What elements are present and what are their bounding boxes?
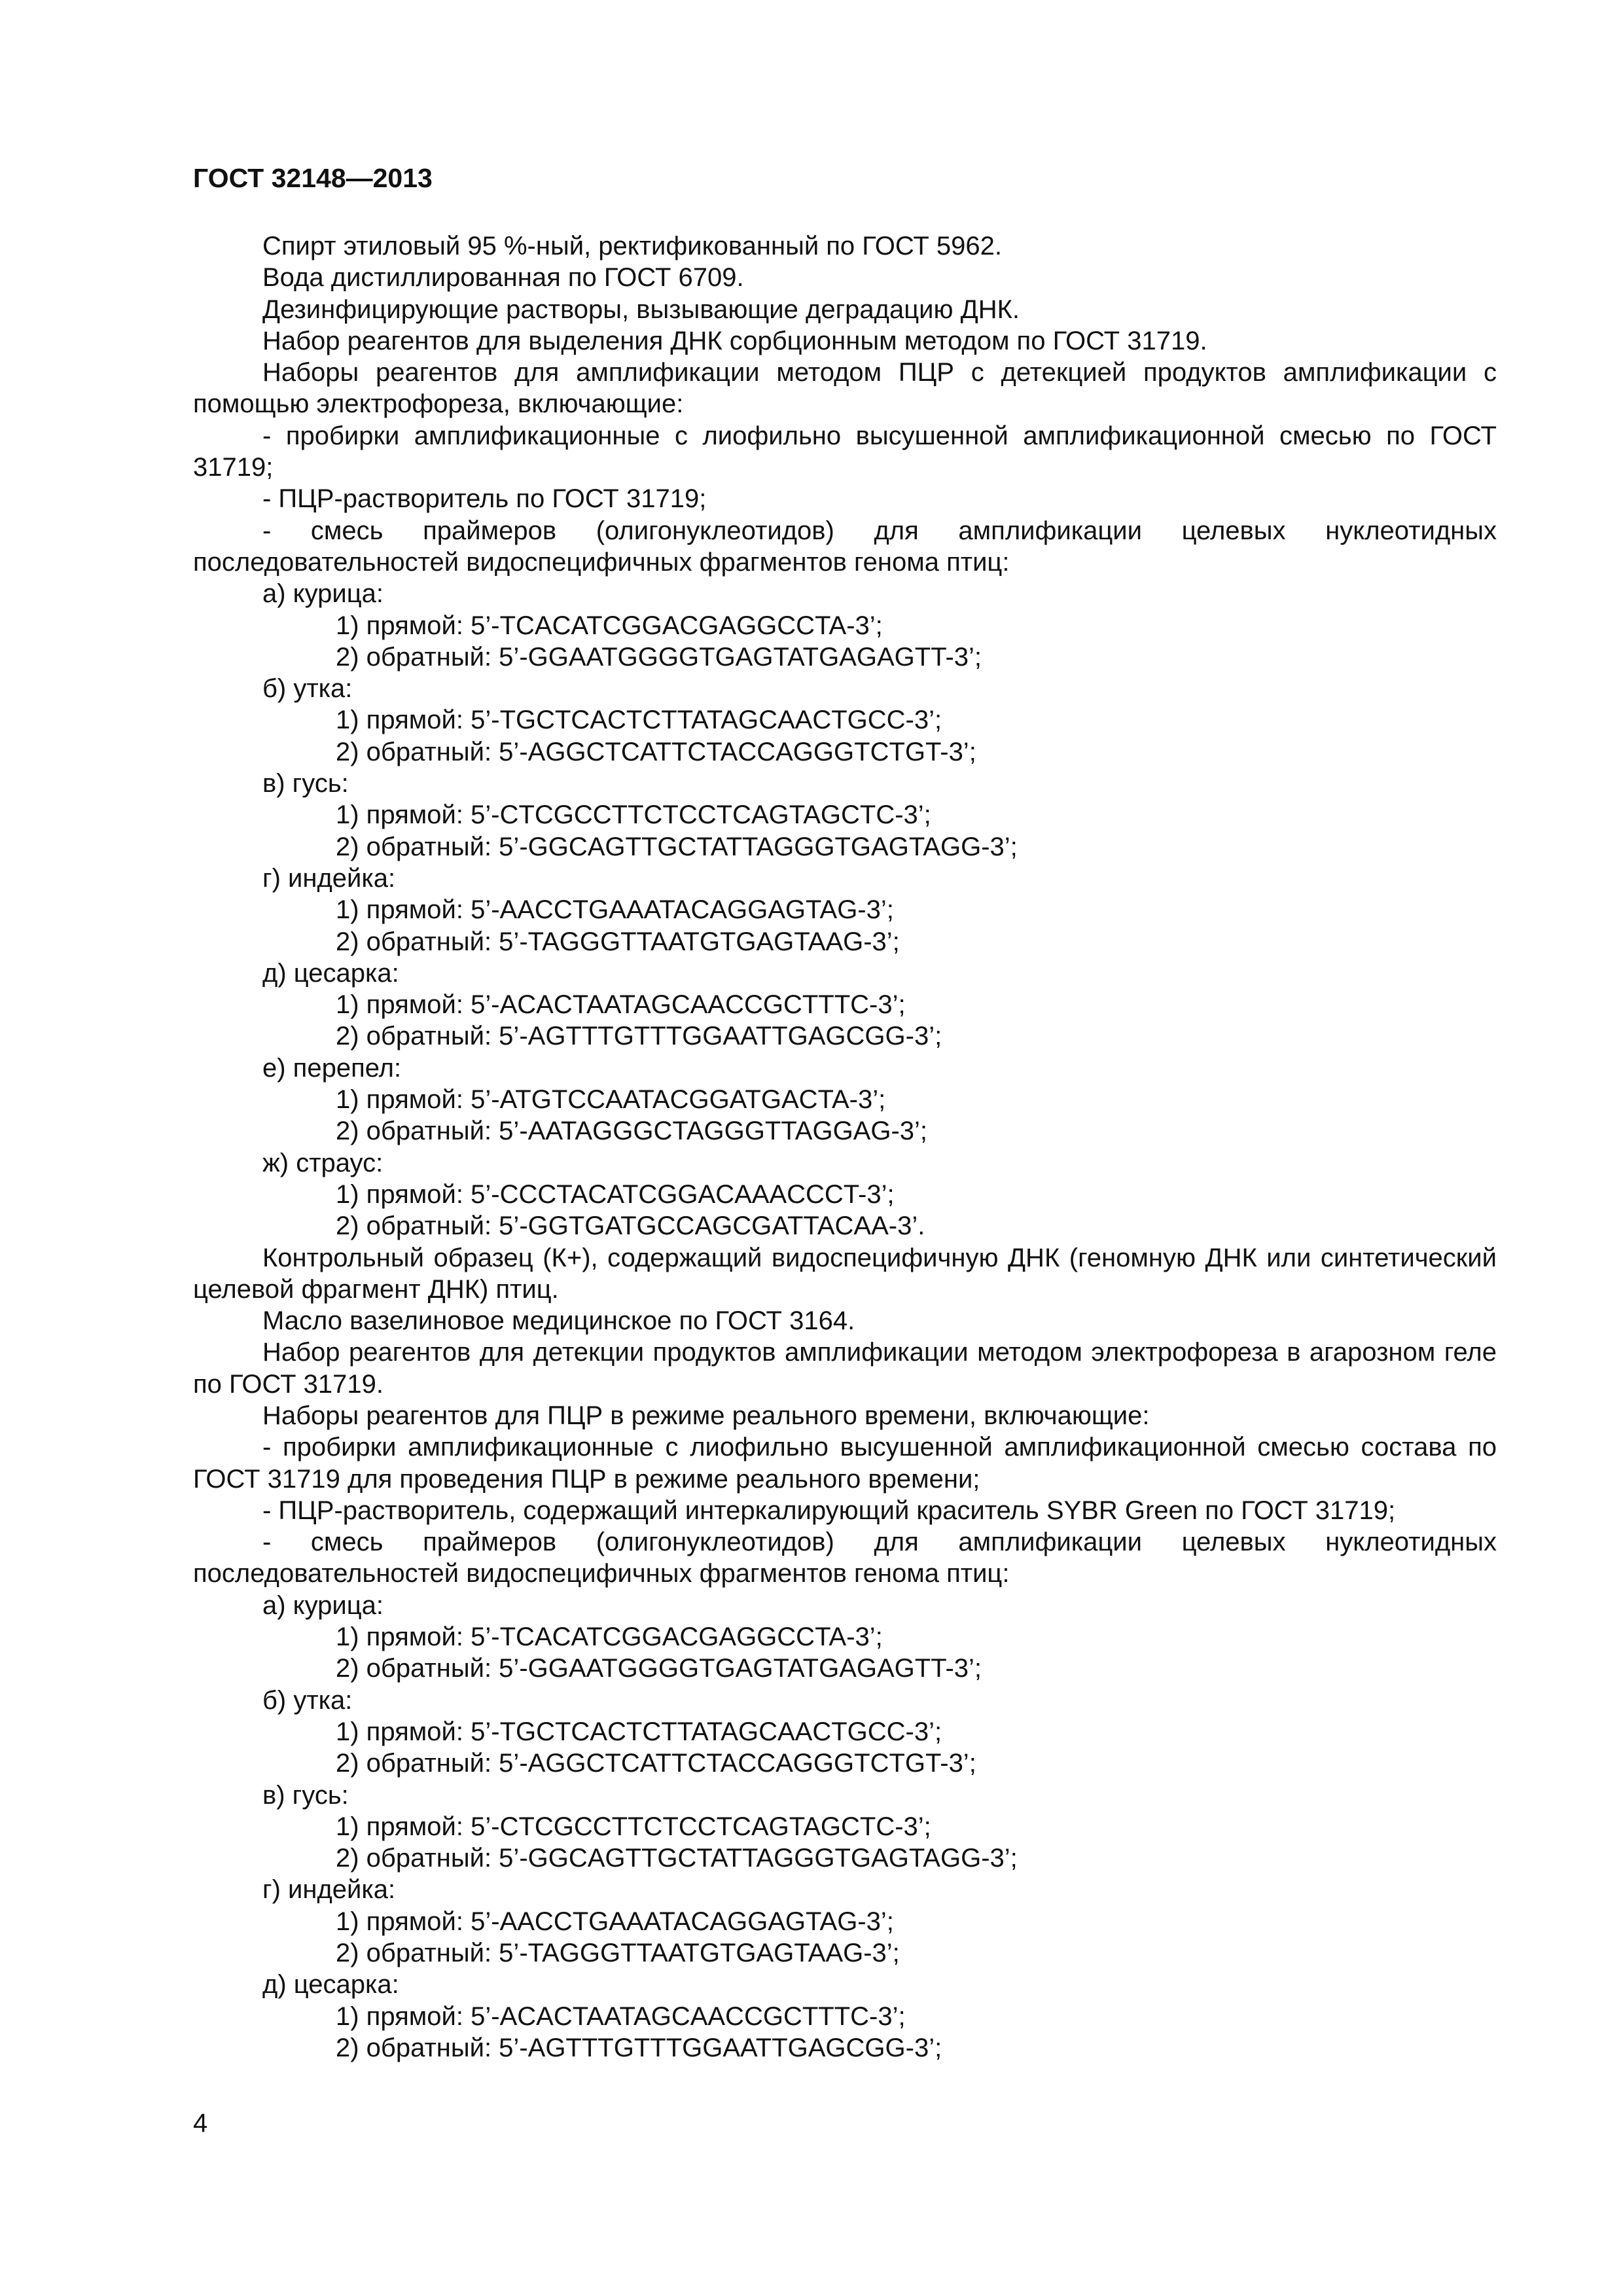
paragraph: 1) прямой: 5’-TGCTCACTCTTATAGCAACTGCC-3’; [336,1717,942,1746]
paragraph: б) утка: [262,1685,353,1715]
paragraph: 1) прямой: 5’-ACACTAATAGCAACCGCTTTC-3’; [336,2001,906,2031]
paragraph: 2) обратный: 5’-GGAATGGGGTGAGTATGAGAGTT-3’; [336,642,982,672]
paragraph: 1) прямой: 5’-AACCTGAAATACAGGAGTAG-3’; [336,1907,894,1936]
paragraph: а) курица: [262,579,384,609]
document-body [193,230,1497,2064]
paragraph: Наборы реагентов для ПЦР в режиме реального времени, включающие: [262,1401,1150,1430]
paragraph: а) курица: [262,1590,384,1620]
paragraph: г) индейка: [262,863,396,893]
paragraph: Дезинфицирующие растворы, вызывающие деградацию ДНК. [262,295,1020,324]
paragraph: Спирт этиловый 95 %-ный, ректификованный по ГОСТ 5962. [262,232,1003,260]
paragraph: Вода дистиллированная по ГОСТ 6709. [262,263,744,293]
paragraph: Наборы реагентов для амплификации методом ПЦР с детекцией продуктов амплификации с помощью электрофореза, включающие: [193,358,1497,419]
paragraph: - смесь праймеров (олигонуклеотидов) для амплификации целевых нуклеотидных последовательностей видоспецифичных фрагментов генома птиц: [193,1528,1497,1588]
paragraph: д) цесарка: [262,1970,399,2000]
paragraph: - ПЦР-растворитель, содержащий интеркалирующий краситель SYBR Green по ГОСТ 31719; [262,1496,1396,1525]
paragraph: г) индейка: [262,1875,396,1905]
paragraph: 2) обратный: 5’-TAGGGTTAATGTGAGTAAG-3’; [336,1939,900,1968]
paragraph: 1) прямой: 5’-ACACTAATAGCAACCGCTTTC-3’; [336,990,906,1020]
paragraph: 1) прямой: 5’-TCACATCGGACGAGGCCTA-3’; [336,611,883,640]
paragraph: 1) прямой: 5’-ATGTCCAATACGGATGACTA-3’; [336,1085,886,1115]
paragraph: 2) обратный: 5’-GGCAGTTGCTATTAGGGTGAGTAGG-3’; [336,1844,1018,1873]
paragraph: - ПЦР-растворитель по ГОСТ 31719; [262,484,707,514]
paragraph: - пробирки амплификационные с лиофильно высушенной амплификационной смесью состава по ГОСТ 31719 для проведения ПЦР в режиме реального времени; [193,1433,1497,1494]
paragraph: в) гусь: [262,769,349,798]
paragraph: 2) обратный: 5’-GGAATGGGGTGAGTATGAGAGTT-3’; [336,1654,982,1683]
paragraph: 2) обратный: 5’-AGGCTCATTCTACCAGGGTCTGT-3’; [336,1749,976,1778]
paragraph: Контрольный образец (К+), содержащий видоспецифичную ДНК (геномную ДНК или синтетический целевой фрагмент ДНК) птиц. [193,1243,1497,1304]
paragraph: 1) прямой: 5’-CCCTACATCGGACAAACCCT-3’; [336,1179,895,1209]
page-number: 4 [193,2109,208,2138]
paragraph: 1) прямой: 5’-TGCTCACTCTTATAGCAACTGCC-3’; [336,706,942,735]
paragraph: 2) обратный: 5’-AGTTTGTTTGGAATTGAGCGG-3’; [336,1022,942,1051]
paragraph: 2) обратный: 5’-TAGGGTTAATGTGAGTAAG-3’; [336,927,900,956]
paragraph: в) гусь: [262,1780,349,1810]
paragraph: 2) обратный: 5’-AGTTTGTTTGGAATTGAGCGG-3’; [336,2033,942,2062]
paragraph: 1) прямой: 5’-CTCGCCTTCTCCTCAGTAGCTC-3’; [336,1812,931,1841]
paragraph: 1) прямой: 5’-TCACATCGGACGAGGCCTA-3’; [336,1623,883,1652]
paragraph: ж) страус: [262,1148,383,1177]
paragraph: 1) прямой: 5’-AACCTGAAATACAGGAGTAG-3’; [336,895,894,925]
paragraph: б) утка: [262,674,353,704]
paragraph: д) цесарка: [262,958,399,988]
paragraph: 2) обратный: 5’-GGTGATGCCAGCGATTACAA-3’. [336,1211,925,1241]
paragraph: - смесь праймеров (олигонуклеотидов) для амплификации целевых нуклеотидных последовательностей видоспецифичных фрагментов генома птиц: [193,516,1497,577]
paragraph: - пробирки амплификационные с лиофильно высушенной амплификационной смесью по ГОСТ 31719; [193,421,1497,482]
paragraph: 1) прямой: 5’-CTCGCCTTCTCCTCAGTAGCTC-3’; [336,800,931,830]
paragraph: е) перепел: [262,1053,402,1083]
paragraph: Набор реагентов для детекции продуктов амплификации методом электрофореза в агарозном геле по ГОСТ 31719. [193,1338,1497,1399]
paragraph: Масло вазелиновое медицинское по ГОСТ 3164. [262,1306,855,1336]
paragraph: 2) обратный: 5’-AGGCTCATTCTACCAGGGTCTGT-3’; [336,737,976,766]
paragraph: Набор реагентов для выделения ДНК сорбционным методом по ГОСТ 31719. [262,326,1207,355]
paragraph: 2) обратный: 5’-GGCAGTTGCTATTAGGGTGAGTAGG-3’; [336,832,1018,861]
document-header: ГОСТ 32148—2013 [193,163,433,193]
paragraph: 2) обратный: 5’-AATAGGGCTAGGGTTAGGAG-3’; [336,1117,928,1146]
